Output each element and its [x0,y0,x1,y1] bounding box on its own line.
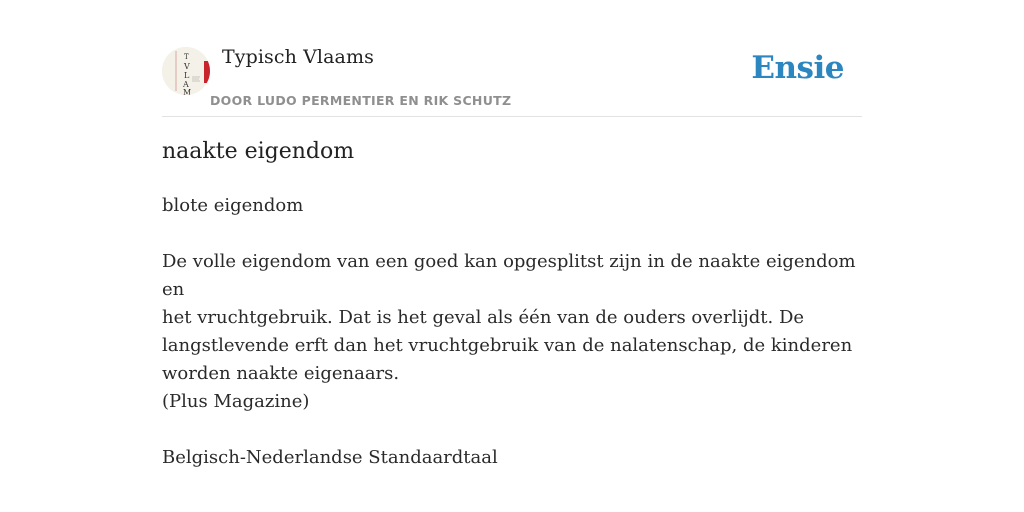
definition-line: langstlevende erft dan het vruchtgebruik van de nalatenschap, de kinderen [162,335,853,356]
spacer [162,220,862,248]
typisch-vlaams-logo-icon[interactable] [162,47,210,95]
byline: DOOR LUDO PERMENTIER EN RIK SCHUTZ [210,93,512,108]
entry-term: naakte eigendom [162,139,355,164]
blog-title-link[interactable]: Typisch Vlaams [222,46,374,68]
entry-body [162,192,862,472]
entry-category: Belgisch-Nederlandse Standaardtaal [162,447,498,468]
ensie-brand-link[interactable]: Ensie [751,50,844,86]
svg-text:L: L [184,71,190,80]
svg-text:V: V [184,62,190,71]
entry-source: (Plus Magazine) [162,391,310,412]
entry-synonym: blote eigendom [162,195,304,216]
entry-card [162,0,862,512]
definition-line: De volle eigendom van een goed kan opgesplitst zijn in de naakte eigendom en [162,251,856,300]
definition-line: worden naakte eigenaars. [162,363,400,384]
svg-text:T: T [184,53,189,61]
header [162,0,862,117]
spacer [162,416,862,444]
svg-text:M: M [183,88,192,95]
definition-line: het vruchtgebruik. Dat is het geval als één van de ouders overlijdt. De [162,307,805,328]
svg-text:A: A [183,80,189,89]
